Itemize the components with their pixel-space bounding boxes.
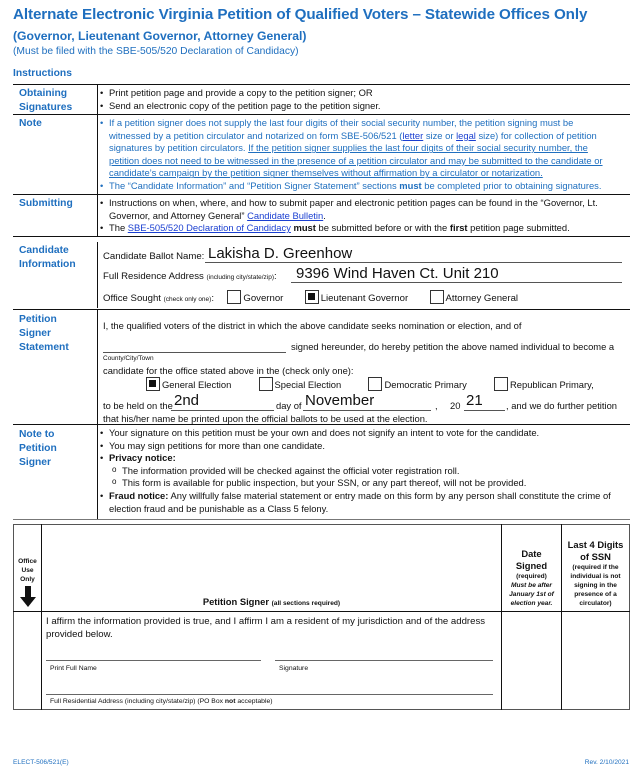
special-election-checkbox[interactable] xyxy=(259,377,273,391)
date-required: (required) xyxy=(516,573,547,580)
submit-text: must xyxy=(290,222,316,234)
note-text: petition does not need to be witnessed in the presence of a petition circulator and may be submitted to the candidate or xyxy=(109,154,603,166)
signature-label: Signature xyxy=(279,665,309,672)
statement-line-1: I, the qualified voters of the district in which the above candidate seeks nomination or election, and of xyxy=(103,320,522,331)
section-label: Candidate Information xyxy=(19,245,76,270)
address-colon: : xyxy=(274,271,277,282)
divider xyxy=(13,236,630,237)
statement-line-3: candidate for the office stated above in the (check only one): xyxy=(103,365,354,376)
address-line xyxy=(291,282,622,283)
office-use-label: Office Use Only xyxy=(18,558,37,583)
section-label: Submitting xyxy=(19,198,73,209)
affirm-text: I affirm the information provided is true, and I affirm I am a resident of my jurisdiction and of the address provided below. xyxy=(46,616,486,640)
election-option-special[interactable] xyxy=(259,379,342,390)
list-item xyxy=(98,180,630,193)
address-label-text: acceptable) xyxy=(235,698,273,705)
section-label: Obtaining Signatures xyxy=(19,88,73,113)
office-label: Office Sought xyxy=(103,293,161,304)
lieutenant-governor-checkbox[interactable] xyxy=(305,290,319,304)
note-text: be completed prior to obtaining signatures. xyxy=(421,179,602,191)
signer-cell xyxy=(42,612,502,710)
residential-address-label xyxy=(50,698,273,705)
note-text xyxy=(98,142,630,155)
list-item: • You may sign petitions for more than one candidate. xyxy=(98,440,630,453)
address-field[interactable]: 9396 Wind Haven Ct. Unit 210 xyxy=(296,265,499,282)
election-option-democratic[interactable] xyxy=(368,379,466,390)
election-option-label: Republican Primary, xyxy=(510,379,594,390)
section-obtaining xyxy=(13,85,630,114)
office-option-label: Lieutenant Governor xyxy=(320,293,409,304)
year-line xyxy=(464,410,505,411)
section-signer-note xyxy=(13,425,630,519)
statement-line-5: that his/her name be printed upon the official ballots to be used at the election. xyxy=(103,413,428,424)
day-of-label: day of xyxy=(276,400,302,411)
note-text: If the petition signer supplies the last four digits of their social security number, the xyxy=(248,142,588,154)
list-item: • Send an electronic copy of the petition page to the petition signer. xyxy=(98,100,630,113)
fraud-heading: Fraud notice: xyxy=(109,489,169,501)
submit-text: petition page submitted. xyxy=(467,222,570,234)
attorney-general-checkbox[interactable] xyxy=(430,290,444,304)
submit-text: The xyxy=(109,222,128,234)
republican-primary-checkbox[interactable] xyxy=(494,377,508,391)
note-text: The “Candidate Information” and “Petition Signer Statement” sections xyxy=(109,179,400,191)
note-text: must xyxy=(399,179,422,191)
list-item xyxy=(98,222,630,235)
note-text: signatures by petition circulators. xyxy=(109,142,249,154)
submit-text: Governor, and Attorney General” xyxy=(109,209,248,221)
election-option-label: Democratic Primary xyxy=(384,379,467,390)
section-label: Note to Petition Signer xyxy=(19,429,57,468)
divider xyxy=(13,519,630,520)
section-candidate xyxy=(13,242,630,308)
month-field[interactable]: November xyxy=(305,392,375,409)
county-field[interactable] xyxy=(103,352,286,353)
election-option-republican[interactable] xyxy=(494,379,594,390)
democratic-primary-checkbox[interactable] xyxy=(368,377,382,391)
further-petition-text: , and we do further petition xyxy=(506,400,618,411)
ssn-note: (required if the individual is not signing in the presence of a circulator) xyxy=(570,564,621,607)
office-option-attorney-general[interactable] xyxy=(430,293,519,304)
month-line xyxy=(303,410,431,411)
day-field[interactable]: 2nd xyxy=(174,392,200,409)
date-signed-field[interactable] xyxy=(502,612,562,710)
office-option-lieutenant-governor[interactable] xyxy=(305,293,408,304)
legal-size-link[interactable]: legal xyxy=(456,129,476,141)
office-sought-row xyxy=(103,290,518,304)
list-item: • Your signature on this petition must be your own and does not signify an intent to vote for the candidate. xyxy=(98,427,630,440)
election-option-label: General Election xyxy=(162,379,232,390)
signer-header-hint: (all sections required) xyxy=(271,600,341,607)
signature-table xyxy=(13,524,630,710)
list-item xyxy=(98,490,630,503)
list-item xyxy=(98,452,630,465)
date-header-label: Date Signed xyxy=(515,548,548,571)
signer-header-label: Petition Signer xyxy=(202,596,269,607)
section-label: Note xyxy=(19,118,42,129)
comma: , xyxy=(435,400,438,411)
office-option-label: Governor xyxy=(243,293,284,304)
address-label-text: Full Residential Address (including city/state/zip) (PO Box xyxy=(50,698,225,705)
privacy-heading: Privacy notice: xyxy=(109,452,176,464)
note-text: size or xyxy=(423,129,457,141)
sub-item: o The information provided will be checked against the official voter registration roll. xyxy=(98,465,630,478)
held-on-label: to be held on the xyxy=(103,400,173,411)
election-option-label: Special Election xyxy=(274,379,342,390)
candidate-bulletin-link[interactable]: Candidate Bulletin xyxy=(247,209,324,221)
address-label xyxy=(103,271,277,282)
office-use-cell xyxy=(14,612,42,710)
note-text: size) for collection of petition xyxy=(475,129,597,141)
filing-note: (Must be filed with the SBE-505/520 Declaration of Candidacy) xyxy=(13,46,299,57)
instructions-heading: Instructions xyxy=(13,68,72,79)
section-submitting xyxy=(13,195,630,236)
ssn-field[interactable] xyxy=(562,612,630,710)
table-row xyxy=(14,612,630,710)
submit-text: first xyxy=(449,222,468,234)
statement-line-2: signed hereunder, do hereby petition the above named individual to become a xyxy=(291,341,615,352)
year-field[interactable]: 21 xyxy=(466,392,483,409)
list-item xyxy=(98,117,630,130)
section-statement xyxy=(13,310,630,424)
note-text: candidate’s campaign by the petition signer themselves without affirmation by a circulator or notarization. xyxy=(109,167,543,179)
office-option-label: Attorney General xyxy=(445,293,519,304)
form-subtitle: (Governor, Lieutenant Governor, Attorney General) xyxy=(13,29,307,43)
arrow-down-icon xyxy=(20,586,36,608)
form-title: Alternate Electronic Virginia Petition of Qualified Voters – Statewide Offices Only xyxy=(13,6,588,23)
residential-address-field[interactable] xyxy=(46,694,493,695)
office-colon: : xyxy=(211,293,215,304)
submit-text xyxy=(98,210,630,223)
fraud-text: election fraud and be punishable as a Class 5 felony. xyxy=(109,502,329,514)
list-item: • Print petition page and provide a copy to the petition signer; OR xyxy=(98,87,630,100)
ballot-name-line xyxy=(205,262,622,263)
date-note: Must be after January 1st of election year. xyxy=(509,582,554,607)
general-election-checkbox[interactable] xyxy=(146,377,160,391)
county-caption: County/City/Town xyxy=(103,355,154,362)
letter-size-link[interactable]: letter xyxy=(402,129,424,141)
note-text: If a petition signer does not supply the last four digits of their social security number, the petition signing must be xyxy=(109,117,574,128)
office-option-governor[interactable] xyxy=(227,293,283,304)
section-note xyxy=(13,115,630,194)
print-name-field[interactable] xyxy=(46,660,261,661)
day-line xyxy=(171,410,274,411)
form-id: ELECT-506/521(E) xyxy=(13,759,69,766)
note-text: witnessed by a petition circulator and notarized on form SBE-506/521 ( xyxy=(109,129,403,141)
fraud-text: Any willfully false material statement or entry made on this form by any person shall constitute the crime of xyxy=(168,489,611,501)
print-name-label: Print Full Name xyxy=(50,665,97,672)
year-prefix: 20 xyxy=(450,400,461,411)
address-label-text: Full Residence Address xyxy=(103,271,204,282)
election-type-row xyxy=(146,377,594,391)
sub-item: o This form is available for public inspection, but your SSN, or any part thereof, will not be provided. xyxy=(98,477,630,490)
signature-field[interactable] xyxy=(275,660,493,661)
address-label-text: not xyxy=(224,698,236,705)
note-text xyxy=(98,130,630,143)
petition-signer-header xyxy=(42,525,502,612)
election-option-general[interactable] xyxy=(146,379,231,390)
section-label: Petition Signer Statement xyxy=(19,314,69,353)
ballot-name-label: Candidate Ballot Name: xyxy=(103,251,205,262)
address-hint: (including city/state/zip) xyxy=(206,274,275,281)
table-header-row xyxy=(14,525,630,612)
submit-text: be submitted before or with the xyxy=(315,222,450,234)
ballot-name-field[interactable]: Lakisha D. Greenhow xyxy=(208,245,353,262)
governor-checkbox[interactable] xyxy=(227,290,241,304)
office-hint: (check only one) xyxy=(163,296,212,303)
declaration-link[interactable]: SBE-505/520 Declaration of Candidacy xyxy=(127,222,291,234)
submit-text: . xyxy=(323,209,326,221)
revision-date: Rev. 2/10/2021 xyxy=(584,759,629,766)
list-item: • Instructions on when, where, and how to submit paper and electronic petition pages can be found in the “Governor, Lt. xyxy=(98,197,630,210)
ssn-header-label: Last 4 Digits of SSN xyxy=(567,539,624,562)
office-use-header xyxy=(14,525,42,612)
date-signed-header xyxy=(502,525,562,612)
ssn-header xyxy=(562,525,630,612)
